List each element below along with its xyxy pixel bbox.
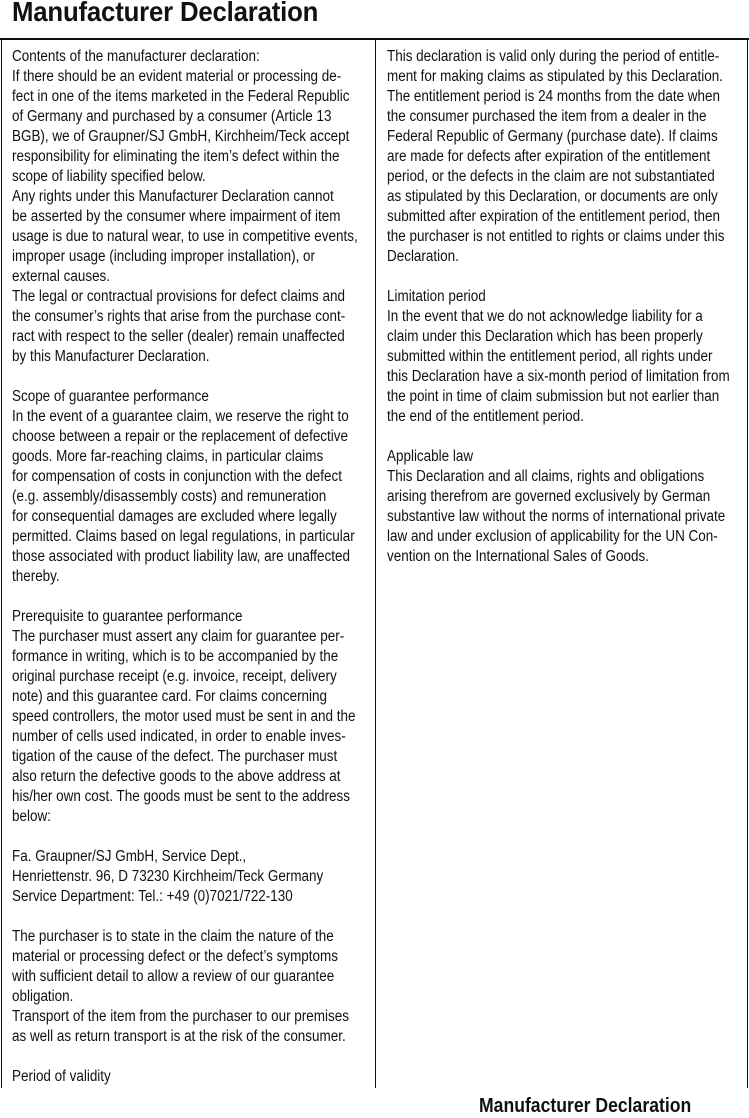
scope-paragraph: In the event of a guarantee claim, we reserve the right to choose between a repair or the replacement of defective goods. More far-reaching claims, in particular claims for compensation of costs in conjunction with the defect (e.g. assembly/disassembly costs) and remuneration for consequential damages are excluded where legally permitted. Claims based on legal regulations, in particular those associated with product liability law, are unaffected thereby. <box>12 408 355 585</box>
prerequisite-heading: Prerequisite to guarantee performance <box>12 608 243 625</box>
applicable-law-paragraph: This Declaration and all claims, rights and obligations arising therefrom are governed exclusively by German substantive law without the norms of international private law and under exclusion of applicability for the UN Con- vention on the International Sales of Goods. <box>387 468 726 565</box>
page-title: Manufacturer Declaration <box>12 0 319 27</box>
validity-heading: Period of validity <box>12 1068 111 1085</box>
right-column <box>387 47 739 1092</box>
claim-paragraph: The purchaser is to state in the claim the nature of the material or processing defect or the defect’s symptoms with sufficient detail to allow a review of our guarantee obligation. Transport of the item from the purchaser to our premises as well as return transport is at the risk of the consumer. <box>12 928 349 1045</box>
footer-title: Manufacturer Declaration <box>479 1095 692 1117</box>
applicable-law-heading: Applicable law <box>387 448 474 465</box>
right-border-line <box>747 40 748 1088</box>
claim-section <box>12 927 365 1047</box>
limitation-heading: Limitation period <box>387 288 486 305</box>
left-column <box>12 47 365 1092</box>
left-border-line <box>1 40 2 1088</box>
prerequisite-section <box>12 607 365 827</box>
limitation-section <box>387 287 739 427</box>
limitation-paragraph: In the event that we do not acknowledge liability for a claim under this Declaration which has been properly submitted within the entitlement period, all rights under this Declaration have a six-month period of limitation from the point in time of claim submission but not earlier than the end of the entitlement period. <box>387 308 730 425</box>
validity-paragraph: This declaration is valid only during the period of entitle- ment for making claims as stipulated by this Declaration. The entitlement period is 24 months from the date when the consumer purchased the item from a dealer in the Federal Republic of Germany (purchase date). If claims are made for defects after expiration of the entitlement period, or the defects in the claim are not substantiated as stipulated by this Declaration, or documents are only submitted after expiration of the entitlement period, then the purchaser is not entitled to rights or claims under this Declaration. <box>387 48 725 265</box>
column-divider-line <box>375 40 376 1088</box>
address-text: Fa. Graupner/SJ GmbH, Service Dept., Henriettenstr. 96, D 73230 Kirchheim/Teck Germany Service Department: Tel.: +49 (0)7021/722-130 <box>12 848 324 905</box>
applicable-law-section <box>387 447 739 567</box>
scope-section <box>12 387 365 587</box>
service-address <box>12 847 365 907</box>
prerequisite-paragraph: The purchaser must assert any claim for guarantee per- formance in writing, which is to be accompanied by the original purchase receipt (e.g. invoice, receipt, delivery note) and this guarantee card. For claims concerning speed controllers, the motor used must be sent in and the number of cells used indicated, in order to enable inves- tigation of the cause of the defect. The purchaser must also return the defective goods to the above address at his/her own cost. The goods must be sent to the address below: <box>12 628 356 825</box>
intro-paragraph: Contents of the manufacturer declaration: If there should be an evident material or processing de- fect in one of the items marketed in the Federal Republic of Germany and purchased by a consumer (Article 13 BGB), we of Graupner/SJ GmbH, Kirchheim/Teck accept responsibility for eliminating the item’s defect within the scope of liability specified below. Any rights under this Manufacturer Declaration cannot be asserted by the consumer where impairment of item usage is due to natural wear, to use in competitive events, improper usage (including improper installation), or external causes. The legal or contractual provisions for defect claims and the consumer’s rights that arise from the purchase cont- ract with respect to the seller (dealer) remain unaffected by this Manufacturer Declaration. <box>12 48 358 365</box>
scope-heading: Scope of guarantee performance <box>12 388 209 405</box>
validity-section-start <box>12 1067 365 1087</box>
